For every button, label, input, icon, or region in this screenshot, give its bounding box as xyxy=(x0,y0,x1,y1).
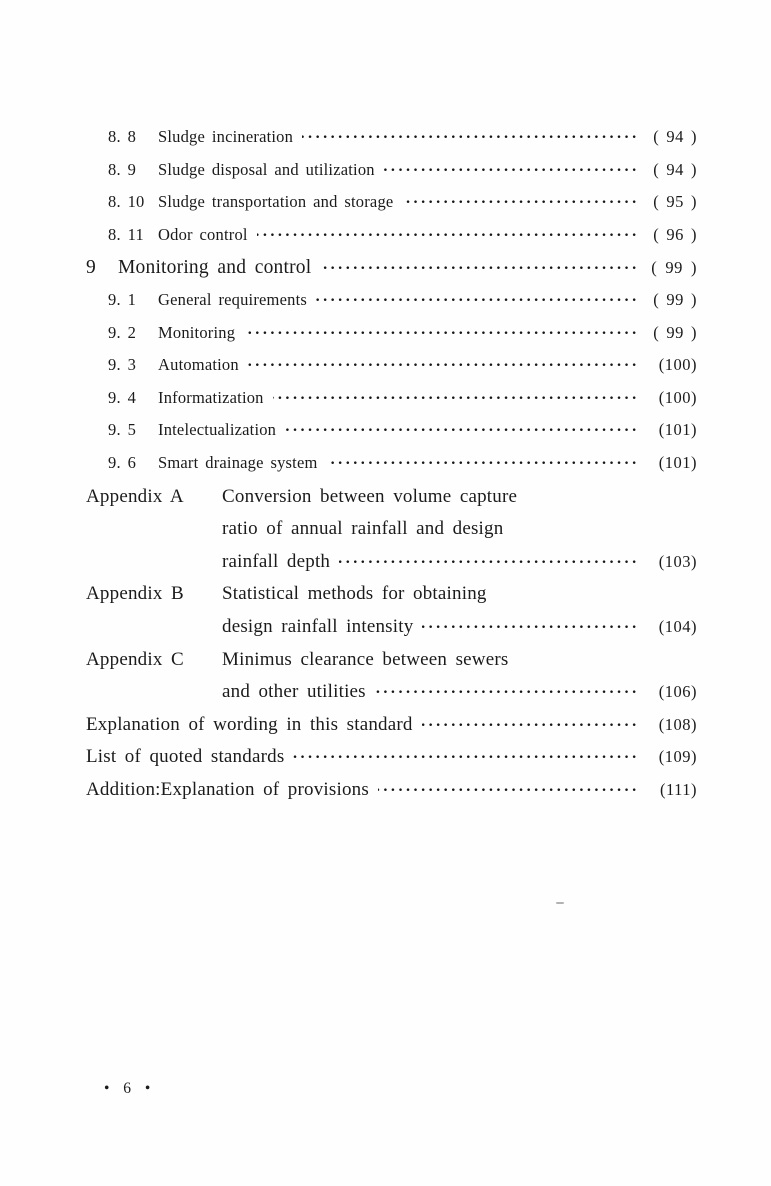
entry-number: 9. 6 xyxy=(108,452,137,472)
entry-title: Sludge transportation and storage xyxy=(158,192,394,212)
entry-title: Statistical methods for obtaining xyxy=(222,583,487,605)
dot-leader xyxy=(339,551,639,573)
dot-leader xyxy=(316,290,639,310)
entry-title: Smart drainage system xyxy=(158,452,318,472)
entry-number: 9. 1 xyxy=(108,289,137,309)
entry-page-number: (109) xyxy=(658,747,697,767)
toc-entry-9-3 xyxy=(86,355,697,388)
dot-leader xyxy=(320,257,639,279)
toc-entry-8-9 xyxy=(86,160,697,193)
entry-number: 9. 5 xyxy=(108,420,137,440)
entry-page-number: ( 95 ) xyxy=(653,192,697,212)
dot-leader xyxy=(293,746,639,768)
entry-title: Sludge incineration xyxy=(158,127,294,146)
toc-entry-9-2 xyxy=(86,323,697,356)
entry-title: Informatization xyxy=(158,387,264,407)
entry-page-number: (111) xyxy=(659,779,697,799)
toc-entry-addition-explanation xyxy=(86,779,697,812)
dot-leader xyxy=(302,127,639,147)
entry-number: 8. 11 xyxy=(108,224,144,244)
toc-entry-appendix-c-line-1 xyxy=(86,649,697,682)
toc-entry-list-of-quoted-standards xyxy=(86,746,697,779)
dot-leader xyxy=(257,225,639,245)
entry-page-number: (100) xyxy=(658,387,697,407)
dot-leader xyxy=(327,453,640,473)
toc-entry-9-4 xyxy=(86,388,697,421)
toc-entry-explanation-of-wording xyxy=(86,714,697,747)
toc-entry-9 xyxy=(86,257,697,290)
toc-entry-8-11 xyxy=(86,225,697,258)
entry-title-continuation: design rainfall intensity xyxy=(222,615,414,637)
dot-leader xyxy=(273,388,639,408)
entry-number: 8. 10 xyxy=(108,192,145,212)
entry-title: Conversion between volume capture xyxy=(222,485,518,507)
entry-number: 8. 8 xyxy=(108,127,137,146)
entry-page-number: ( 96 ) xyxy=(653,224,697,244)
entry-title-continuation: and other utilities xyxy=(222,681,366,703)
scan-artifact-speck xyxy=(556,902,564,904)
entry-number: Appendix B xyxy=(86,583,184,605)
entry-page-number: (108) xyxy=(658,714,697,734)
entry-title: Explanation of wording in this standard xyxy=(86,713,413,735)
dot-leader xyxy=(378,779,639,801)
entry-page-number: (104) xyxy=(658,616,697,636)
entry-title: Intelectualization xyxy=(158,420,277,440)
entry-page-number: ( 99 ) xyxy=(651,258,697,278)
entry-page-number: (106) xyxy=(658,682,697,702)
entry-page-number: (101) xyxy=(658,420,697,440)
dot-leader xyxy=(422,714,639,736)
dot-leader xyxy=(402,192,639,212)
entry-number: 9 xyxy=(86,257,96,279)
entry-title: Automation xyxy=(158,355,239,375)
toc-entry-appendix-c-line-2 xyxy=(86,681,697,714)
entry-number: 8. 9 xyxy=(108,159,137,179)
entry-title: Monitoring and control xyxy=(118,257,312,279)
entry-title: Minimus clearance between sewers xyxy=(222,648,509,670)
entry-title: Addition:Explanation of provisions xyxy=(86,778,369,800)
dot-leader xyxy=(285,420,639,440)
entry-title: General requirements xyxy=(158,289,307,309)
entry-page-number: ( 94 ) xyxy=(653,159,697,179)
entry-title-continuation: rainfall depth xyxy=(222,550,331,572)
toc-entry-appendix-b-line-1 xyxy=(86,583,697,616)
entry-page-number: ( 94 ) xyxy=(653,127,697,146)
entry-title: Sludge disposal and utilization xyxy=(158,159,375,179)
entry-number: 9. 2 xyxy=(108,322,137,342)
entry-page-number: (100) xyxy=(658,355,697,375)
toc-entry-appendix-a-line-3 xyxy=(86,551,697,584)
dot-leader xyxy=(244,323,639,343)
toc-entry-9-1 xyxy=(86,290,697,323)
entry-number: 9. 3 xyxy=(108,355,137,375)
entry-number: 9. 4 xyxy=(108,387,137,407)
toc-entry-appendix-b-line-2 xyxy=(86,616,697,649)
entry-page-number: ( 99 ) xyxy=(653,289,697,309)
table-of-contents xyxy=(86,127,697,811)
toc-entry-appendix-a-line-2 xyxy=(86,518,697,551)
page-footer-number: • 6 • xyxy=(104,1080,156,1097)
toc-entry-appendix-a-line-1 xyxy=(86,486,697,519)
entry-page-number: ( 99 ) xyxy=(653,322,697,342)
entry-page-number: (103) xyxy=(658,551,697,571)
dot-leader xyxy=(422,616,639,638)
toc-entry-8-8 xyxy=(86,127,697,160)
entry-page-number: (101) xyxy=(658,452,697,472)
entry-title: Odor control xyxy=(158,224,248,244)
entry-title: List of quoted standards xyxy=(86,746,285,768)
entry-number: Appendix C xyxy=(86,648,184,670)
toc-entry-9-6 xyxy=(86,453,697,486)
dot-leader xyxy=(384,160,639,180)
entry-title-continuation: ratio of annual rainfall and design xyxy=(222,518,504,540)
toc-entry-9-5 xyxy=(86,420,697,453)
entry-title: Monitoring xyxy=(158,322,236,342)
entry-number: Appendix A xyxy=(86,485,184,507)
toc-entry-8-10 xyxy=(86,192,697,225)
dot-leader xyxy=(375,681,639,703)
dot-leader xyxy=(248,355,639,375)
